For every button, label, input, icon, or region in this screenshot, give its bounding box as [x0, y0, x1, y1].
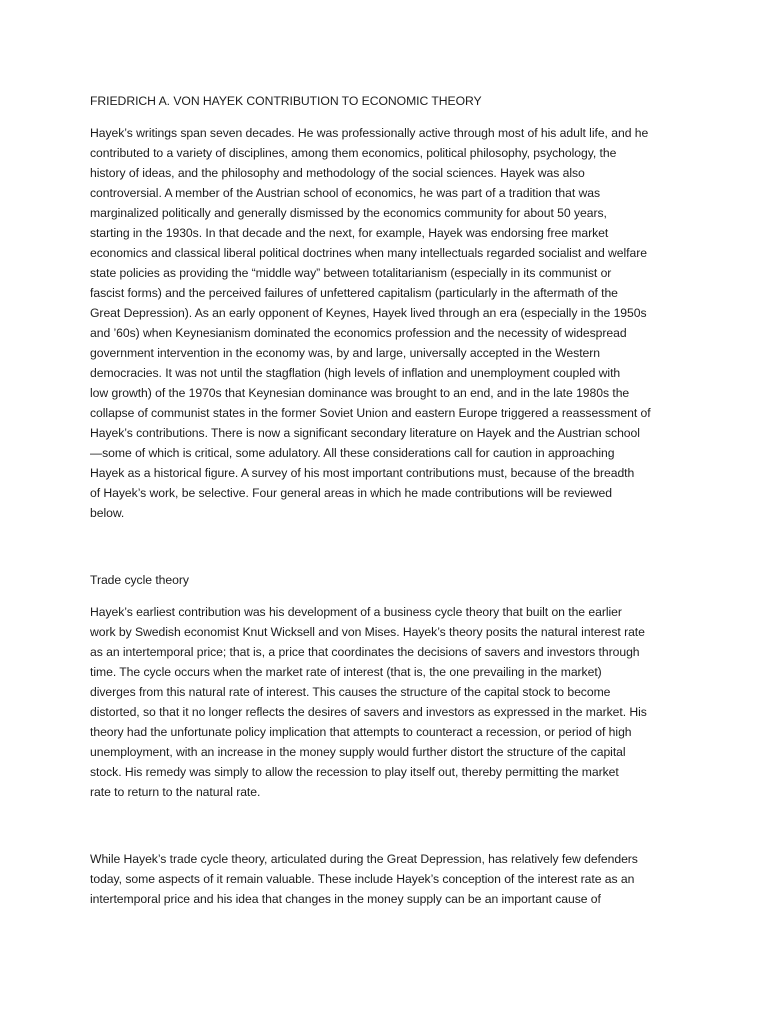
text-line: of Hayek’s work, be selective. Four general areas in which he made contributions will be reviewed: [90, 486, 612, 500]
text-line: history of ideas, and the philosophy and methodology of the social sciences. Hayek was also: [90, 166, 585, 180]
text-line: rate to return to the natural rate.: [90, 785, 261, 799]
document-title: [90, 91, 690, 111]
text-line: distorted, so that it no longer reflects the desires of savers and investors as expressed in the market. His: [90, 705, 647, 719]
text-line: fascist forms) and the perceived failures of unfettered capitalism (particularly in the aftermath of the: [90, 286, 618, 300]
document-title-text: FRIEDRICH A. VON HAYEK CONTRIBUTION TO ECONOMIC THEORY: [90, 94, 482, 108]
text-line: Hayek as a historical figure. A survey of his most important contributions must, because of the breadth: [90, 466, 635, 480]
text-line: starting in the 1930s. In that decade and the next, for example, Hayek was endorsing free market: [90, 226, 609, 240]
text-line: While Hayek’s trade cycle theory, articulated during the Great Depression, has relatively few defenders: [90, 852, 638, 866]
text-line: controversial. A member of the Austrian school of economics, he was part of a tradition that was: [90, 186, 601, 200]
text-line: Hayek’s contributions. There is now a significant secondary literature on Hayek and the Austrian school: [90, 426, 640, 440]
text-line: Hayek’s writings span seven decades. He was professionally active through most of his adult life, and he: [90, 126, 649, 140]
text-line: diverges from this natural rate of interest. This causes the structure of the capital stock to become: [90, 685, 611, 699]
text-line: and ’60s) when Keynesianism dominated the economics profession and the necessity of widespread: [90, 326, 627, 340]
paragraph-intro: [90, 123, 690, 523]
text-line: collapse of communist states in the former Soviet Union and eastern Europe triggered a reassessment of: [90, 406, 651, 420]
text-line: contributed to a variety of disciplines, among them economics, political philosophy, psychology, the: [90, 146, 617, 160]
text-line: economics and classical liberal political doctrines when many intellectuals regarded socialist and welfare: [90, 246, 647, 260]
section-heading-trade-cycle: [90, 570, 690, 590]
text-line: Great Depression). As an early opponent of Keynes, Hayek lived through an era (especially in the 1950s: [90, 306, 647, 320]
text-line: today, some aspects of it remain valuable. These include Hayek’s conception of the interest rate as an: [90, 872, 635, 886]
text-line: as an intertemporal price; that is, a price that coordinates the decisions of savers and investors through: [90, 645, 640, 659]
text-line: democracies. It was not until the stagflation (high levels of inflation and unemployment coupled with: [90, 366, 621, 380]
section-heading-text: Trade cycle theory: [90, 573, 189, 587]
text-line: theory had the unfortunate policy implication that attempts to counteract a recession, or period of high: [90, 725, 632, 739]
text-line: government intervention in the economy was, by and large, universally accepted in the Western: [90, 346, 600, 360]
text-line: unemployment, with an increase in the money supply would further distort the structure of the capital: [90, 745, 626, 759]
text-line: low growth) of the 1970s that Keynesian dominance was brought to an end, and in the late 1980s the: [90, 386, 630, 400]
text-line: —some of which is critical, some adulatory. All these considerations call for caution in approaching: [90, 446, 615, 460]
text-line: stock. His remedy was simply to allow the recession to play itself out, thereby permitting the market: [90, 765, 619, 779]
text-line: time. The cycle occurs when the market rate of interest (that is, the one prevailing in the market): [90, 665, 602, 679]
text-line: state policies as providing the “middle way” between totalitarianism (especially in its communist or: [90, 266, 612, 280]
text-line: intertemporal price and his idea that changes in the money supply can be an important cause of: [90, 892, 601, 906]
paragraph-trade-cycle: [90, 602, 690, 802]
text-line: work by Swedish economist Knut Wicksell and von Mises. Hayek’s theory posits the natural interest rate: [90, 625, 645, 639]
paragraph-trade-cycle-assessment: [90, 849, 690, 909]
text-line: Hayek’s earliest contribution was his development of a business cycle theory that built on the earlier: [90, 605, 622, 619]
text-line: below.: [90, 506, 125, 520]
text-line: marginalized politically and generally dismissed by the economics community for about 50 years,: [90, 206, 607, 220]
